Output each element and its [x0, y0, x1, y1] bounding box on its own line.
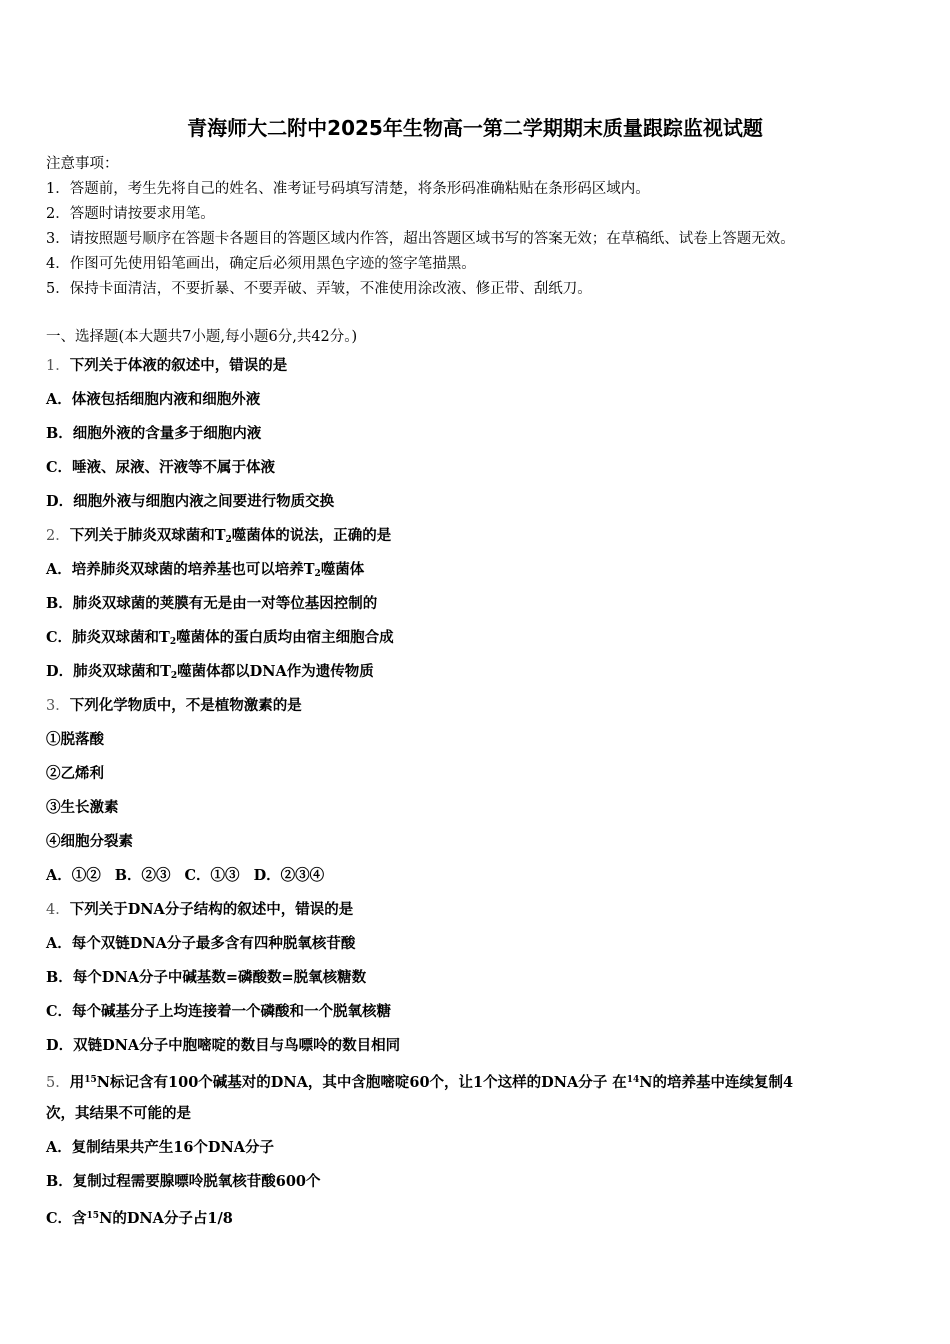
question-number: 5． — [46, 1075, 70, 1091]
question-text: 下列关于DNA分子结构的叙述中，错误的是 — [69, 901, 354, 918]
question-3-item: ③生长激素 — [46, 799, 119, 816]
question-4-option-a: A．每个双链DNA分子最多含有四种脱氧核苷酸 — [46, 935, 356, 952]
question-2-option-b: B．肺炎双球菌的荚膜有无是由一对等位基因控制的 — [46, 595, 378, 612]
subscript: 2 — [169, 637, 177, 647]
superscript: 15 — [84, 1075, 97, 1085]
option-text: 噬菌体的蛋白质均由宿主细胞合成 — [176, 629, 394, 646]
notice-item: 2．答题时请按要求用笔。 — [46, 206, 215, 222]
question-2-stem — [46, 519, 926, 553]
question-1-option-d: D．细胞外液与细胞内液之间要进行物质交换 — [46, 493, 335, 510]
notice-item: 3．请按照题号顺序在答题卡各题目的答题区域内作答，超出答题区域书写的答案无效；在草稿纸、试卷上答题无效。 — [46, 231, 795, 247]
question-5-option-c — [46, 1199, 926, 1233]
option-text: A．培养肺炎双球菌的培养基也可以培养T — [46, 561, 315, 578]
notice-item: 1．答题前，考生先将自己的姓名、准考证号码填写清楚，将条形码准确粘贴在条形码区域内。 — [46, 181, 650, 197]
page-title: 青海师大二附中2025年生物高一第二学期期末质量跟踪监视试题 — [187, 116, 763, 140]
option-text: C．肺炎双球菌和T — [46, 629, 170, 646]
notice-item: 4．作图可先使用铅笔画出，确定后必须用黑色字迹的签字笔描黑。 — [46, 256, 476, 272]
question-1-option-c: C．唾液、尿液、汗液等不属于体液 — [46, 459, 276, 476]
question-text: 下列化学物质中，不是植物激素的是 — [69, 697, 302, 714]
subscript: 2 — [225, 535, 232, 545]
superscript: 14 — [626, 1075, 640, 1085]
question-3-item: ①脱落酸 — [46, 731, 104, 748]
choice-c: C．①③ — [184, 867, 240, 884]
superscript: 15 — [86, 1211, 100, 1221]
question-text: 用 — [69, 1074, 85, 1091]
question-1-option-b: B．细胞外液的含量多于细胞内液 — [46, 425, 262, 442]
question-text: 下列关于体液的叙述中，错误的是 — [69, 357, 288, 374]
question-3-item: ②乙烯利 — [46, 765, 104, 782]
question-4-option-b: B．每个DNA分子中碱基数=磷酸数=脱氧核糖数 — [46, 969, 367, 986]
question-3-stem — [46, 689, 926, 723]
question-5-stem — [46, 1063, 926, 1097]
question-number: 1． — [46, 358, 70, 374]
option-text: 噬菌体 — [320, 561, 365, 578]
question-5-stem-cont: 次，其结果不可能的是 — [46, 1105, 191, 1122]
question-3-choices — [46, 859, 926, 893]
choice-d: D．②③④ — [253, 867, 325, 884]
subscript: 2 — [314, 569, 321, 579]
question-1-stem — [46, 349, 926, 383]
question-3-item: ④细胞分裂素 — [46, 833, 133, 850]
question-number: 4． — [46, 902, 70, 918]
question-2-option-a — [46, 553, 926, 587]
subscript: 2 — [170, 671, 178, 681]
question-4-option-c: C．每个碱基分子上均连接着一个磷酸和一个脱氧核糖 — [46, 1003, 392, 1020]
question-5-option-a: A．复制结果共产生16个DNA分子 — [46, 1139, 275, 1156]
notice-block — [46, 152, 926, 302]
question-4-stem — [46, 893, 926, 927]
question-5-option-b: B．复制过程需要腺嘌呤脱氧核苷酸600个 — [46, 1173, 321, 1190]
question-number: 3． — [46, 698, 70, 714]
question-text: N的培养基中连续复制4 — [639, 1074, 794, 1091]
questions-block — [46, 325, 926, 1233]
question-1-option-a: A．体液包括细胞内液和细胞外液 — [46, 391, 261, 408]
notice-heading: 注意事项： — [46, 156, 119, 172]
question-text: 噬菌体的说法，正确的是 — [231, 527, 392, 544]
question-text: N标记含有100个碱基对的DNA，其中含胞嘧啶60个，让1个这样的DNA分子 在 — [96, 1074, 627, 1091]
choice-b: B．②③ — [114, 867, 171, 884]
question-number: 2． — [46, 528, 70, 544]
notice-item: 5．保持卡面清洁，不要折暴、不要弄破、弄皱，不准使用涂改液、修正带、刮纸刀。 — [46, 281, 592, 297]
option-text: C．含 — [46, 1210, 87, 1227]
question-2-option-c — [46, 621, 926, 655]
option-text: D．肺炎双球菌和T — [46, 663, 171, 680]
option-text: N的DNA分子占1/8 — [99, 1210, 233, 1227]
question-4-option-d: D．双链DNA分子中胞嘧啶的数目与鸟嘌呤的数目相同 — [46, 1037, 401, 1054]
question-2-option-d — [46, 655, 926, 689]
section-title: 一、选择题(本大题共7小题,每小题6分,共42分。) — [46, 329, 358, 345]
question-text: 下列关于肺炎双球菌和T — [69, 527, 226, 544]
choice-a: A．①② — [46, 867, 101, 884]
option-text: 噬菌体都以DNA作为遗传物质 — [177, 663, 374, 680]
